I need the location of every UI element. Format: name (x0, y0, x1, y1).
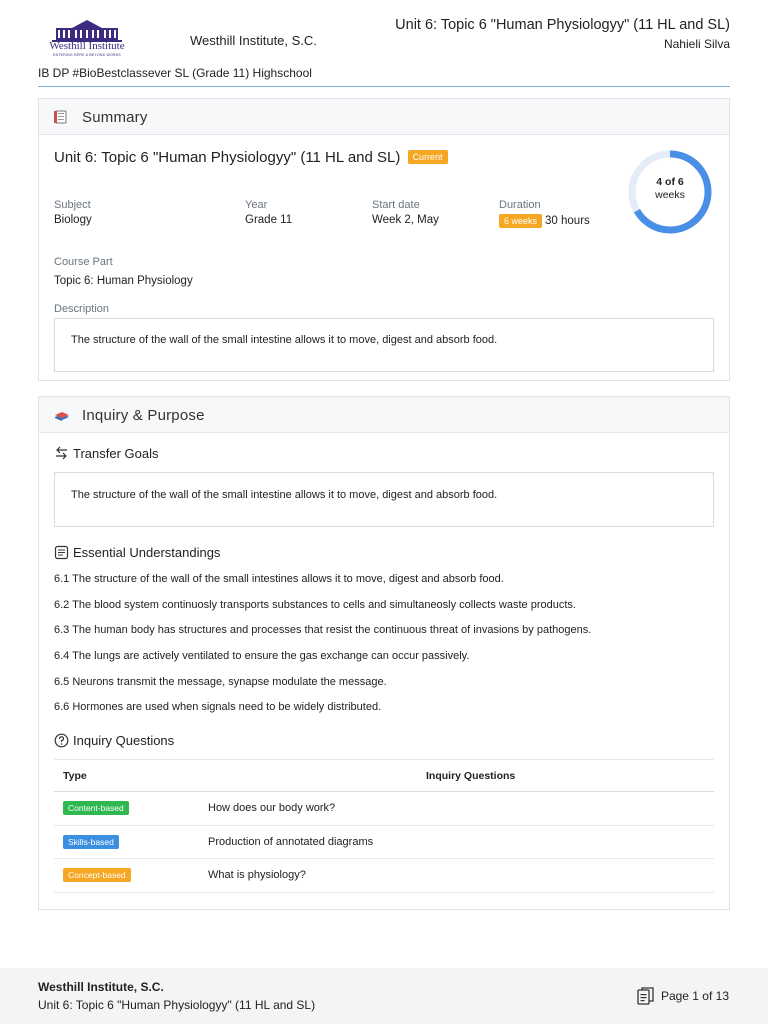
pages-icon (637, 987, 654, 1005)
essential-understandings-heading (54, 545, 220, 560)
duration-hours: 30 hours (545, 215, 590, 227)
subject-value: Biology (54, 214, 92, 226)
inquiry-card-header (39, 397, 729, 433)
description-field (54, 303, 109, 315)
type-badge: Content-based (63, 801, 129, 815)
description-box: The structure of the wall of the small intestine allows it to move, digest and absorb food. (54, 318, 714, 372)
type-cell (54, 859, 208, 893)
summary-card (38, 98, 730, 381)
column-header-questions: Inquiry Questions (208, 760, 714, 792)
logo-subtext: ENTERING HERE & BEYOND WORDS (53, 53, 121, 57)
start-date-field (372, 199, 439, 226)
column-header-type: Type (54, 760, 208, 792)
eu-item: 6.3 The human body has structures and processes that resist the continuous threat of invasions by pathogens. (54, 624, 592, 637)
footer-unit: Unit 6: Topic 6 "Human Physiologyy" (11 HL and SL) (38, 998, 316, 1012)
transfer-goals-box: The structure of the wall of the small intestine allows it to move, digest and absorb food. (54, 472, 714, 527)
logo-text: Westhill Institute (49, 40, 125, 52)
description-label: Description (54, 303, 110, 315)
question-circle-icon (54, 733, 69, 748)
page-footer (0, 968, 768, 1024)
summary-card-header (39, 99, 729, 135)
year-value: Grade 11 (245, 214, 293, 226)
start-date-label: Start date (372, 199, 420, 211)
transfer-goals-heading (54, 446, 159, 461)
type-badge: Concept-based (63, 868, 131, 882)
table-row (54, 859, 714, 893)
course-part-value: Topic 6: Human Physiology (54, 275, 193, 287)
subject-field (54, 199, 92, 226)
inquiry-questions-table (54, 759, 714, 893)
transfer-goals-label: Transfer Goals (73, 446, 159, 461)
duration-label: Duration (499, 199, 541, 211)
footer-school: Westhill Institute, S.C. (38, 980, 164, 994)
inquiry-card (38, 396, 730, 910)
table-row (54, 792, 714, 826)
question-cell: What is physiology? (208, 859, 714, 893)
books-icon (54, 408, 70, 422)
eu-item: 6.6 Hormones are used when signals need to be widely distributed. (54, 701, 382, 714)
page-header (38, 14, 730, 64)
eu-item: 6.4 The lungs are actively ventilated to ensure the gas exchange can occur passively. (54, 650, 470, 663)
eu-item: 6.5 Neurons transmit the message, synapse modulate the message. (54, 675, 387, 688)
progress-unit: weeks (655, 189, 685, 201)
unit-title: Unit 6: Topic 6 "Human Physiologyy" (11 HL and SL) (395, 17, 730, 33)
unit-heading (54, 149, 448, 166)
header-divider (38, 86, 730, 87)
type-badge: Skills-based (63, 835, 119, 849)
start-date-value: Week 2, May (372, 214, 439, 226)
eu-item: 6.2 The blood system continuosly transports substances to cells and simultaneosly collects waste products. (54, 598, 576, 611)
author-name: Nahieli Silva (663, 37, 730, 51)
eu-item: 6.1 The structure of the wall of the small intestines allows it to move, digest and absorb food. (54, 573, 504, 585)
progress-current: 4 of 6 (656, 176, 684, 188)
inquiry-questions-label: Inquiry Questions (73, 733, 175, 748)
progress-ring-label (627, 176, 713, 202)
school-logo (46, 18, 128, 60)
subject-label: Subject (54, 199, 91, 211)
document-list-icon (54, 545, 69, 560)
status-badge: Current (408, 150, 448, 164)
question-cell: How does our body work? (208, 792, 714, 826)
school-name: Westhill Institute, S.C. (190, 33, 317, 48)
type-cell (54, 825, 208, 859)
year-field (245, 199, 292, 226)
essential-understandings-label: Essential Understandings (73, 545, 221, 560)
building-icon (46, 18, 128, 42)
duration-weeks-badge: 6 weeks (499, 214, 542, 228)
table-header-row (54, 760, 714, 792)
essential-understandings-list (54, 573, 714, 727)
transfer-arrows-icon (54, 446, 69, 461)
course-line: IB DP #BioBestclassever SL (Grade 11) Highschool (38, 66, 312, 80)
duration-value-row (499, 214, 590, 228)
inquiry-questions-heading (54, 733, 174, 748)
course-part-field (54, 256, 193, 287)
unit-heading-text: Unit 6: Topic 6 "Human Physiologyy" (11 HL and SL) (54, 149, 401, 166)
question-cell: Production of annotated diagrams (208, 825, 714, 859)
page-indicator: Page 1 of 13 (660, 989, 729, 1003)
year-label: Year (245, 199, 268, 211)
summary-heading: Summary (82, 109, 148, 126)
table-row (54, 825, 714, 859)
duration-field (499, 199, 590, 228)
course-part-label: Course Part (54, 256, 113, 268)
inquiry-heading: Inquiry & Purpose (82, 407, 205, 424)
type-cell (54, 792, 208, 826)
book-icon (54, 110, 70, 124)
